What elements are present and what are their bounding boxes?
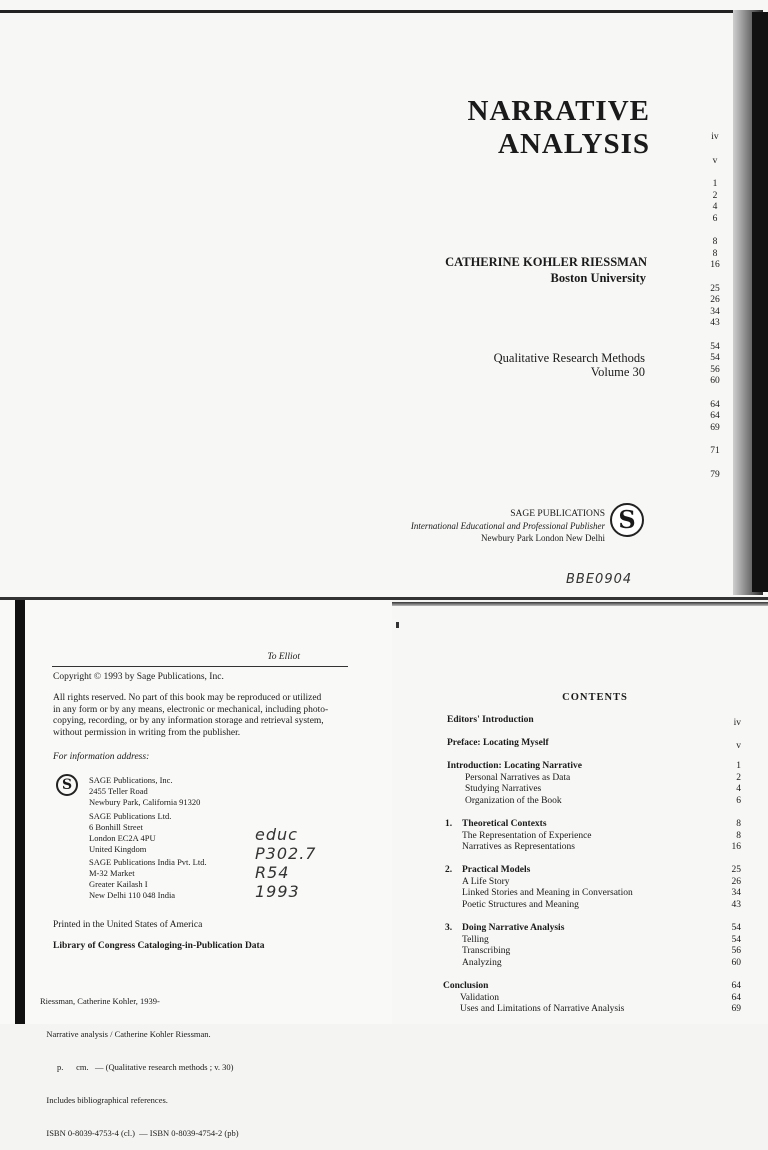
toc-entry-title: Studying Narratives: [465, 784, 542, 794]
rights-line: in any form or by any means, electronic or mechanical, including photo-: [53, 704, 329, 715]
toc-entry: [445, 715, 745, 727]
publisher-name: SAGE PUBLICATIONS: [510, 509, 605, 519]
rights-line: All rights reserved. No part of this book may be reproduced or utilized: [53, 693, 322, 703]
bleed-number: 56: [710, 364, 720, 375]
bleed-number: 26: [710, 295, 720, 305]
bleed-number: 1: [712, 179, 718, 189]
toc-entry-title: Narratives as Representations: [462, 842, 575, 852]
toc-entry: [445, 761, 745, 773]
toc-entry: [445, 738, 745, 750]
handwritten-code: BBE0904: [566, 572, 633, 587]
handwritten-call-number: [255, 825, 316, 901]
toc-page-number: 43: [731, 899, 741, 910]
toc-entry-title: Organization of the Book: [465, 795, 562, 806]
toc-page-number: v: [736, 741, 741, 751]
address-line: 6 Bonhill Street: [89, 822, 143, 832]
bleed-number: 6: [712, 213, 718, 224]
divider-line: [52, 666, 348, 667]
rights-line: without permission in writing from the publisher.: [53, 727, 241, 738]
bleed-number: 2: [712, 190, 718, 201]
toc-entry: [445, 773, 745, 785]
publisher-cities: Newbury Park London New Delhi: [481, 533, 605, 543]
call-number-line: 1993: [255, 882, 300, 901]
toc-entry: [445, 819, 745, 831]
address-india: [89, 857, 279, 901]
toc-entry-title: Poetic Structures and Meaning: [462, 899, 579, 910]
cip-line: ISBN 0-8039-4753-4 (cl.) — ISBN 0-8039-4754-2 (pb): [40, 1128, 239, 1138]
info-label: For information address:: [53, 752, 150, 762]
toc-page-number: 4: [736, 784, 741, 794]
toc-chapter-number: 3.: [445, 923, 453, 933]
address-us: [89, 775, 279, 808]
toc-entry: [445, 888, 745, 900]
page-edge: [392, 602, 768, 606]
toc-entry-title: Doing Narrative Analysis: [462, 923, 565, 933]
cip-block: [40, 974, 380, 1150]
toc-entry-title: Practical Models: [462, 865, 531, 875]
copyright-notice: Copyright © 1993 by Sage Publications, Inc.: [53, 672, 224, 682]
toc-page-number: 56: [731, 946, 741, 956]
toc-page-number: 69: [731, 1004, 741, 1014]
address-line: London EC2A 4PU: [89, 833, 156, 843]
toc-entry: [445, 958, 745, 970]
cip-line: Includes bibliographical references.: [40, 1095, 168, 1105]
toc-page-number: 16: [731, 842, 741, 852]
book-title: [420, 95, 650, 161]
toc-entry: [445, 865, 745, 877]
call-number-line: educ: [255, 825, 298, 844]
toc-entry-title: Preface: Locating Myself: [447, 738, 549, 748]
rights-line: copying, recording, or by any information storage and retrieval system,: [53, 716, 324, 726]
toc-page-number: 64: [731, 992, 741, 1003]
toc-entry-title: Analyzing: [462, 957, 502, 968]
series-name: Qualitative Research Methods: [493, 351, 645, 365]
toc-entry-title: Validation: [460, 992, 500, 1003]
address-uk: [89, 811, 279, 855]
bleed-number: 25: [710, 283, 720, 294]
bleed-number: 54: [710, 341, 720, 352]
address-line: SAGE Publications India Pvt. Ltd.: [89, 857, 207, 867]
toc-page-number: 54: [731, 934, 741, 945]
toc-entry-title: Editors' Introduction: [447, 715, 534, 725]
address-line: SAGE Publications, Inc.: [89, 775, 173, 785]
call-number-line: P302.7: [255, 844, 317, 863]
toc-entry: [445, 981, 745, 993]
scan-border-left: [15, 600, 25, 1024]
printed-statement: Printed in the United States of America: [53, 920, 203, 930]
scan-border: [752, 12, 768, 592]
toc-page-number: 6: [736, 795, 741, 806]
bleed-number: 79: [710, 469, 720, 480]
page-edge: [0, 10, 752, 13]
bleed-number: iv: [711, 132, 719, 142]
bleed-number: v: [712, 155, 718, 166]
toc-entry-title: Transcribing: [462, 946, 511, 956]
sage-logo-small-icon: S: [56, 774, 78, 796]
bleed-number: 4: [712, 202, 718, 212]
toc-entry-title: Linked Stories and Meaning in Conversation: [462, 888, 633, 898]
bleed-number: 64: [710, 399, 720, 410]
scan-speck: [396, 622, 399, 628]
address-line: 2455 Teller Road: [89, 786, 148, 796]
bleed-number: 64: [710, 411, 720, 421]
bleed-number: 71: [710, 446, 720, 456]
toc-entry: [445, 831, 745, 843]
toc-entry: [445, 900, 745, 912]
toc-page-number: 25: [731, 865, 741, 875]
toc-page-number: 34: [731, 888, 741, 898]
address-line: M-32 Market: [89, 868, 135, 878]
sage-logo-icon: S: [610, 503, 644, 537]
toc-entry-title: Uses and Limitations of Narrative Analysis: [460, 1004, 625, 1014]
address-line: United Kingdom: [89, 844, 147, 854]
author-affiliation: Boston University: [550, 271, 646, 285]
book-title-line-1: NARRATIVE: [467, 95, 650, 127]
toc-page-number: 1: [736, 761, 741, 771]
address-line: New Delhi 110 048 India: [89, 890, 176, 900]
book-title-line-2: ANALYSIS: [498, 128, 650, 160]
toc-entry: [445, 993, 745, 1005]
call-number-line: R54: [255, 863, 290, 882]
toc-entry-title: Theoretical Contexts: [462, 819, 547, 829]
publisher-block: [360, 508, 605, 544]
address-line: Newbury Park, California 91320: [89, 797, 201, 807]
cip-line: Riessman, Catherine Kohler, 1939-: [40, 996, 160, 1006]
toc-page-number: 64: [731, 981, 741, 991]
toc-page-number: 60: [731, 957, 741, 968]
toc-entry: [445, 1004, 745, 1016]
toc-chapter-number: 1.: [445, 819, 453, 829]
publisher-tagline: International Educational and Professional Publisher: [410, 521, 605, 531]
toc-entry-title: Introduction: Locating Narrative: [447, 761, 582, 771]
bleed-number: 43: [710, 318, 720, 328]
bleed-number: 34: [710, 306, 720, 317]
bleed-number: 69: [710, 422, 720, 433]
toc-page-number: 8: [736, 819, 741, 829]
toc-entry: [445, 877, 745, 889]
toc-page-number: 54: [731, 923, 741, 933]
bleed-page-numbers: [700, 132, 730, 481]
toc-page-number: 2: [736, 772, 741, 783]
author-name: CATHERINE KOHLER RIESSMAN: [445, 255, 647, 269]
toc-entry-title: Personal Narratives as Data: [465, 772, 571, 783]
bleed-number: 8: [712, 248, 718, 259]
address-line: SAGE Publications Ltd.: [89, 811, 172, 821]
cip-heading: Library of Congress Cataloging-in-Publication Data: [53, 941, 265, 951]
toc-entry: [445, 796, 745, 808]
toc-entry-title: Telling: [462, 934, 489, 945]
toc-entry: [445, 946, 745, 958]
toc-page-number: 26: [731, 876, 741, 887]
toc-entry-title: Conclusion: [443, 981, 489, 991]
bleed-number: 16: [710, 260, 720, 270]
address-line: Greater Kailash I: [89, 879, 148, 889]
cip-line: Narrative analysis / Catherine Kohler Riessman.: [40, 1029, 211, 1039]
toc-page-number: 8: [736, 830, 741, 841]
dedication: To Elliot: [267, 652, 300, 662]
toc-chapter-number: 2.: [445, 865, 453, 875]
toc-entry: [445, 842, 745, 854]
toc-entry: [445, 935, 745, 947]
bleed-number: 54: [710, 353, 720, 363]
bleed-number: 60: [710, 376, 720, 386]
cip-line: p. cm. — (Qualitative research methods ; v. 30): [40, 1062, 234, 1072]
toc-entry: [445, 923, 745, 935]
bleed-number: 8: [712, 237, 718, 247]
toc-entry-title: The Representation of Experience: [462, 830, 592, 841]
toc-entry-title: A Life Story: [462, 876, 510, 887]
rights-statement: [53, 693, 383, 739]
toc-entry: [445, 784, 745, 796]
series-volume: Volume 30: [590, 365, 645, 379]
toc-page-number: iv: [733, 718, 741, 728]
contents-heading: CONTENTS: [562, 692, 628, 703]
